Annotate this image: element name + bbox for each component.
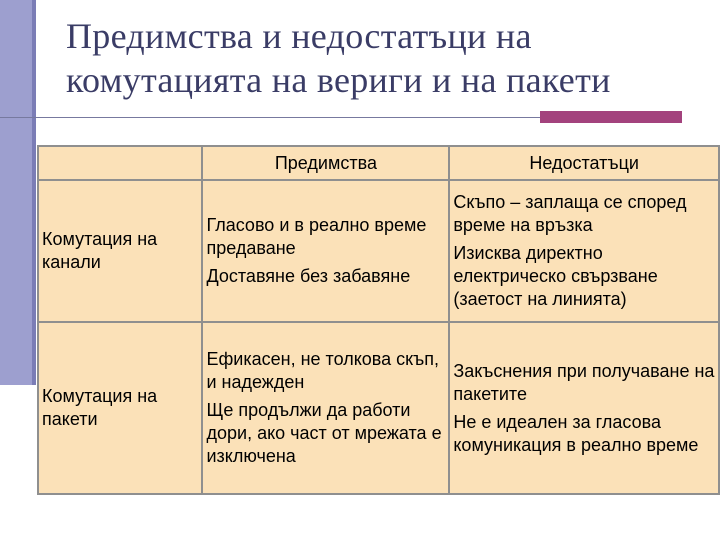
disadvantages-cell [449,322,719,494]
table-row [38,322,719,494]
row-label-line2: пакети [42,409,98,429]
disadvantage-item: Скъпо – заплаща се според време на връзка [453,192,687,235]
slide-title [66,14,706,102]
slide-title-line2: комутацията на вериги и на пакети [66,60,611,100]
advantage-item: Ще продължи да работи дори, ако част от мрежата е изключена [206,400,442,466]
disadvantage-item: Закъснения при получаване на пакетите [453,360,715,404]
title-divider-line [0,117,570,118]
row-label-circuit-switching [38,180,202,322]
table-row [38,180,719,322]
slide-title-line1: Предимства и недостатъци на [66,16,532,56]
advantages-cell [202,322,449,494]
sidebar-edge-decoration [32,0,36,385]
header-cell-empty [38,146,202,180]
row-label-packet-switching [38,322,202,494]
header-cell-disadvantages: Недостатъци [449,146,719,180]
advantage-item: Доставяне без забавяне [206,266,411,286]
row-label-line1: Комутация на [42,229,158,249]
disadvantage-item: Изисква директно електрическо свързване (заетост на линията) [453,243,658,309]
comparison-table [37,145,720,495]
advantage-item: Гласово и в реално време предаване [206,215,427,258]
disadvantage-item: Не е идеален за гласова комуникация в реално време [453,411,699,455]
title-accent-bar [540,111,682,123]
row-label-line1: Комутация на [42,386,158,406]
row-label-line2: канали [42,252,101,272]
sidebar-decoration [0,0,32,385]
table-header-row [38,146,719,180]
advantages-cell [202,180,449,322]
disadvantages-cell [449,180,719,322]
header-cell-advantages: Предимства [202,146,449,180]
advantage-item: Ефикасен, не толкова скъп, и надежден [206,349,440,392]
